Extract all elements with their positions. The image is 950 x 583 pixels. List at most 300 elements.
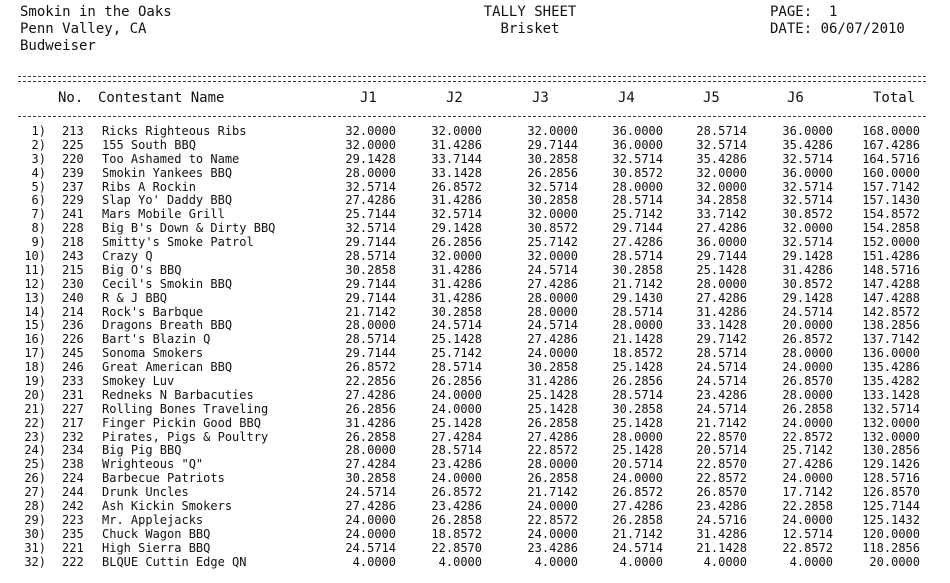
total-score: 129.1426 (862, 457, 920, 472)
contestant-no: 241 (62, 207, 84, 222)
contestant-no: 229 (62, 193, 84, 208)
j5-score: 31.4286 (696, 526, 747, 541)
j3-score: 23.4286 (527, 540, 578, 555)
j5-score: 23.4286 (696, 387, 747, 402)
total-score: 120.0000 (862, 526, 920, 541)
total-score: 132.5714 (862, 401, 920, 416)
contestant-name: Pirates, Pigs & Poultry (102, 429, 269, 444)
contestant-no: 223 (62, 512, 84, 527)
sheet-title: TALLY SHEET (483, 4, 577, 20)
contestant-no: 214 (62, 304, 84, 319)
j5-score: 24.5714 (696, 360, 747, 375)
j5-score: 36.0000 (696, 235, 747, 250)
j5-score: 28.0000 (696, 276, 747, 291)
contestant-name: Dragons Breath BBQ (102, 318, 233, 333)
j5-score: 29.7144 (696, 249, 747, 264)
j1-score: 24.5714 (345, 540, 396, 555)
j3-score: 28.0000 (527, 290, 578, 305)
contestant-no: 235 (62, 526, 84, 541)
j3-score: 24.0000 (527, 499, 578, 514)
table-row (0, 125, 950, 139)
table-row (0, 194, 950, 208)
total-score: 164.5716 (862, 151, 920, 166)
j5-score: 31.4286 (696, 304, 747, 319)
j1-score: 28.5714 (345, 249, 396, 264)
j6-score: 25.7142 (782, 443, 833, 458)
j3-score: 22.8572 (527, 512, 578, 527)
page-number: PAGE: 1 (770, 4, 838, 20)
j4-score: 21.7142 (612, 276, 663, 291)
table-row (0, 264, 950, 278)
contestant-no: 215 (62, 262, 84, 277)
contestant-name: Smokin Yankees BBQ (102, 165, 233, 180)
rank: 22) (24, 415, 46, 430)
total-score: 132.0000 (862, 415, 920, 430)
j6-score: 30.8572 (782, 207, 833, 222)
contestant-name: Crazy Q (102, 249, 153, 264)
rank: 7) (31, 207, 46, 222)
table-row (0, 542, 950, 556)
total-score: 138.2856 (862, 318, 920, 333)
j6-score: 29.1428 (782, 249, 833, 264)
j4-score: 4.0000 (619, 554, 663, 569)
total-score: 136.0000 (862, 346, 920, 361)
table-row (0, 153, 950, 167)
contestant-no: 232 (62, 429, 84, 444)
contestant-no: 213 (62, 124, 84, 138)
total-score: 125.1432 (862, 512, 920, 527)
contestant-no: 236 (62, 318, 84, 333)
j1-score: 32.5714 (345, 179, 396, 194)
category-name: Brisket (500, 21, 560, 37)
j3-score: 26.2858 (527, 471, 578, 486)
j6-score: 32.5714 (782, 193, 833, 208)
col-contestant-name: Contestant Name (98, 90, 225, 106)
j6-score: 26.2858 (782, 401, 833, 416)
rank: 18) (24, 360, 46, 375)
total-score: 154.2858 (862, 221, 920, 236)
j5-score: 21.1428 (696, 540, 747, 555)
rank: 26) (24, 471, 46, 486)
contestant-name: Mr. Applejacks (102, 512, 204, 527)
j5-score: 32.0000 (696, 179, 747, 194)
rank: 25) (24, 457, 46, 472)
j6-score: 24.0000 (782, 360, 833, 375)
contestant-no: 239 (62, 165, 84, 180)
j3-score: 32.0000 (527, 249, 578, 264)
contestant-name: Big B's Down & Dirty BBQ (102, 221, 276, 236)
j3-score: 28.0000 (527, 304, 578, 319)
total-score: 160.0000 (862, 165, 920, 180)
contestant-name: Ricks Righteous Ribs (102, 124, 247, 138)
j1-score: 28.5714 (345, 332, 396, 347)
contestant-name: Smitty's Smoke Patrol (102, 235, 254, 250)
total-score: 125.7144 (862, 499, 920, 514)
rank: 1) (31, 124, 46, 138)
j1-score: 27.4286 (345, 193, 396, 208)
contestant-no: 231 (62, 387, 84, 402)
contestant-name: Barbecue Patriots (102, 471, 225, 486)
j5-score: 22.8572 (696, 471, 747, 486)
total-score: 148.5716 (862, 262, 920, 277)
j6-score: 24.5714 (782, 304, 833, 319)
j1-score: 26.8572 (345, 360, 396, 375)
j3-score: 24.0000 (527, 346, 578, 361)
rank: 16) (24, 332, 46, 347)
j2-score: 31.4286 (431, 262, 482, 277)
j3-score: 27.4286 (527, 332, 578, 347)
sheet-date: DATE: 06/07/2010 (770, 21, 905, 37)
j4-score: 30.2858 (612, 401, 663, 416)
col-no: No. (58, 90, 84, 106)
table-row (0, 417, 950, 431)
j1-score: 21.7142 (345, 304, 396, 319)
contestant-no: 242 (62, 499, 84, 514)
table-row (0, 181, 950, 195)
j3-score: 25.7142 (527, 235, 578, 250)
col-j5: J5 (703, 90, 720, 106)
divider (18, 81, 926, 82)
j5-score: 24.5714 (696, 374, 747, 389)
contestant-name: 155 South BBQ (102, 137, 196, 152)
j2-score: 26.8572 (431, 485, 482, 500)
j6-score: 20.0000 (782, 318, 833, 333)
j2-score: 22.8570 (431, 540, 482, 555)
contestant-name: R & J BBQ (102, 290, 168, 305)
contestant-name: Smokey Luv (102, 374, 175, 389)
j3-score: 25.1428 (527, 401, 578, 416)
j5-score: 28.5714 (696, 124, 747, 138)
j1-score: 26.2856 (345, 401, 396, 416)
j1-score: 31.4286 (345, 415, 396, 430)
j3-score: 28.0000 (527, 457, 578, 472)
j6-score: 17.7142 (782, 485, 833, 500)
j3-score: 24.0000 (527, 526, 578, 541)
j2-score: 24.0000 (431, 471, 482, 486)
j6-score: 12.5714 (782, 526, 833, 541)
j4-score: 28.5714 (612, 304, 663, 319)
contestant-no: 243 (62, 249, 84, 264)
j5-score: 29.7142 (696, 332, 747, 347)
j6-score: 32.5714 (782, 179, 833, 194)
j4-score: 24.0000 (612, 471, 663, 486)
total-score: 126.8570 (862, 485, 920, 500)
j3-score: 24.5714 (527, 262, 578, 277)
j6-score: 24.0000 (782, 471, 833, 486)
rank: 27) (24, 485, 46, 500)
j5-score: 24.5716 (696, 512, 747, 527)
contestant-no: 221 (62, 540, 84, 555)
contestant-no: 217 (62, 415, 84, 430)
rank: 12) (24, 276, 46, 291)
contestant-name: Big Pig BBQ (102, 443, 182, 458)
j6-score: 24.0000 (782, 415, 833, 430)
table-row (0, 236, 950, 250)
contestant-no: 240 (62, 290, 84, 305)
j4-score: 25.1428 (612, 415, 663, 430)
total-score: 167.4286 (862, 137, 920, 152)
j2-score: 33.7144 (431, 151, 482, 166)
j4-score: 29.1430 (612, 290, 663, 305)
j5-score: 26.8570 (696, 485, 747, 500)
j3-score: 22.8572 (527, 443, 578, 458)
page-info (770, 4, 905, 38)
j5-score: 22.8570 (696, 429, 747, 444)
j6-score: 32.0000 (782, 221, 833, 236)
j5-score: 35.4286 (696, 151, 747, 166)
j2-score: 26.8572 (431, 179, 482, 194)
j5-score: 34.2858 (696, 193, 747, 208)
contestant-no: 245 (62, 346, 84, 361)
col-j2: J2 (446, 90, 463, 106)
contestant-no: 224 (62, 471, 84, 486)
j1-score: 26.2858 (345, 429, 396, 444)
j3-score: 27.4286 (527, 276, 578, 291)
j6-score: 28.0000 (782, 346, 833, 361)
table-row (0, 292, 950, 306)
table-row (0, 458, 950, 472)
j6-score: 22.8572 (782, 429, 833, 444)
j2-score: 31.4286 (431, 290, 482, 305)
contestant-no: 244 (62, 485, 84, 500)
j2-score: 26.2856 (431, 374, 482, 389)
j4-score: 28.5714 (612, 193, 663, 208)
j6-score: 27.4286 (782, 457, 833, 472)
j4-score: 25.1428 (612, 443, 663, 458)
j6-score: 24.0000 (782, 512, 833, 527)
total-score: 135.4282 (862, 374, 920, 389)
table-row (0, 403, 950, 417)
rank: 10) (24, 249, 46, 264)
j5-score: 28.5714 (696, 346, 747, 361)
rank: 24) (24, 443, 46, 458)
j2-score: 32.0000 (431, 124, 482, 138)
j1-score: 30.2858 (345, 471, 396, 486)
j3-score: 31.4286 (527, 374, 578, 389)
j3-score: 30.2858 (527, 151, 578, 166)
j2-score: 24.5714 (431, 318, 482, 333)
rank: 15) (24, 318, 46, 333)
contestant-name: High Sierra BBQ (102, 540, 211, 555)
j4-score: 26.8572 (612, 485, 663, 500)
j3-score: 30.2858 (527, 193, 578, 208)
j3-score: 4.0000 (534, 554, 578, 569)
contestant-name: Wrighteous "Q" (102, 457, 204, 472)
j5-score: 33.1428 (696, 318, 747, 333)
j6-score: 30.8572 (782, 276, 833, 291)
rank: 19) (24, 374, 46, 389)
total-score: 118.2856 (862, 540, 920, 555)
table-row (0, 486, 950, 500)
j4-score: 30.2858 (612, 262, 663, 277)
contestant-name: BLQUE Cuttin Edge QN (102, 554, 247, 569)
j3-score: 26.2858 (527, 415, 578, 430)
j5-score: 27.4286 (696, 290, 747, 305)
column-header-row (0, 90, 950, 108)
contestant-no: 246 (62, 360, 84, 375)
col-j1: J1 (360, 90, 377, 106)
j2-score: 31.4286 (431, 137, 482, 152)
event-name: Smokin in the Oaks (20, 4, 172, 20)
rank: 32) (24, 554, 46, 569)
j1-score: 29.7144 (345, 235, 396, 250)
j1-score: 22.2856 (345, 374, 396, 389)
j2-score: 4.0000 (438, 554, 482, 569)
contestant-no: 238 (62, 457, 84, 472)
j3-score: 25.1428 (527, 387, 578, 402)
j5-score: 20.5714 (696, 443, 747, 458)
j4-score: 36.0000 (612, 124, 663, 138)
j3-score: 30.8572 (527, 221, 578, 236)
col-j4: J4 (618, 90, 635, 106)
total-score: 147.4288 (862, 276, 920, 291)
total-score: 133.1428 (862, 387, 920, 402)
contestant-name: Chuck Wagon BBQ (102, 526, 211, 541)
j4-score: 28.0000 (612, 318, 663, 333)
rank: 31) (24, 540, 46, 555)
contestant-no: 220 (62, 151, 84, 166)
rank: 3) (31, 151, 46, 166)
rank: 17) (24, 346, 46, 361)
j4-score: 26.2856 (612, 374, 663, 389)
col-j6: J6 (787, 90, 804, 106)
j1-score: 27.4284 (345, 457, 396, 472)
table-row (0, 278, 950, 292)
rank: 4) (31, 165, 46, 180)
divider (18, 116, 926, 117)
contestant-name: Finger Pickin Good BBQ (102, 415, 261, 430)
table-row (0, 375, 950, 389)
j3-score: 27.4286 (527, 429, 578, 444)
j2-score: 26.2856 (431, 235, 482, 250)
event-sponsor: Budweiser (20, 38, 96, 54)
contestant-name: Big O's BBQ (102, 262, 182, 277)
total-score: 152.0000 (862, 235, 920, 250)
j1-score: 29.7144 (345, 290, 396, 305)
col-total: Total (873, 90, 916, 106)
col-j3: J3 (532, 90, 549, 106)
j1-score: 32.0000 (345, 124, 396, 138)
j2-score: 25.7142 (431, 346, 482, 361)
rank: 9) (31, 235, 46, 250)
j6-score: 32.5714 (782, 235, 833, 250)
j3-score: 29.7144 (527, 137, 578, 152)
contestant-name: Rock's Barbque (102, 304, 204, 319)
contestant-name: Redneks N Barbacuties (102, 387, 254, 402)
table-row (0, 333, 950, 347)
contestant-name: Great American BBQ (102, 360, 233, 375)
total-score: 135.4286 (862, 360, 920, 375)
j2-score: 31.4286 (431, 276, 482, 291)
rank: 8) (31, 221, 46, 236)
j4-score: 26.2858 (612, 512, 663, 527)
j2-score: 30.2858 (431, 304, 482, 319)
j3-score: 32.5714 (527, 179, 578, 194)
j1-score: 24.5714 (345, 485, 396, 500)
j1-score: 29.1428 (345, 151, 396, 166)
j1-score: 32.5714 (345, 221, 396, 236)
j2-score: 24.0000 (431, 401, 482, 416)
contestant-name: Rolling Bones Traveling (102, 401, 269, 416)
total-score: 157.1430 (862, 193, 920, 208)
j4-score: 27.4286 (612, 499, 663, 514)
j6-score: 36.0000 (782, 124, 833, 138)
contestant-name: Drunk Uncles (102, 485, 189, 500)
j5-score: 24.5714 (696, 401, 747, 416)
total-score: 20.0000 (869, 554, 920, 569)
j1-score: 28.0000 (345, 165, 396, 180)
total-score: 142.8572 (862, 304, 920, 319)
contestant-no: 228 (62, 221, 84, 236)
j5-score: 22.8570 (696, 457, 747, 472)
j6-score: 28.0000 (782, 387, 833, 402)
rank: 23) (24, 429, 46, 444)
j5-score: 27.4286 (696, 221, 747, 236)
j1-score: 29.7144 (345, 346, 396, 361)
j4-score: 21.7142 (612, 526, 663, 541)
j1-score: 27.4286 (345, 499, 396, 514)
contestant-no: 230 (62, 276, 84, 291)
total-score: 132.0000 (862, 429, 920, 444)
table-row (0, 431, 950, 445)
j1-score: 28.0000 (345, 443, 396, 458)
j5-score: 21.7142 (696, 415, 747, 430)
j3-score: 32.0000 (527, 207, 578, 222)
total-score: 128.5716 (862, 471, 920, 486)
j4-score: 28.5714 (612, 249, 663, 264)
j1-score: 30.2858 (345, 262, 396, 277)
j2-score: 26.2858 (431, 512, 482, 527)
j3-score: 30.2858 (527, 360, 578, 375)
j2-score: 25.1428 (431, 332, 482, 347)
j5-score: 23.4286 (696, 499, 747, 514)
j2-score: 32.5714 (431, 207, 482, 222)
contestant-no: 222 (62, 554, 84, 569)
rank: 11) (24, 262, 46, 277)
contestant-name: Mars Mobile Grill (102, 207, 225, 222)
table-row (0, 306, 950, 320)
j4-score: 18.8572 (612, 346, 663, 361)
divider (18, 76, 926, 77)
j1-score: 24.0000 (345, 512, 396, 527)
j2-score: 28.5714 (431, 443, 482, 458)
table-row (0, 389, 950, 403)
j6-score: 32.5714 (782, 151, 833, 166)
j1-score: 25.7144 (345, 207, 396, 222)
rank: 5) (31, 179, 46, 194)
contestant-no: 218 (62, 235, 84, 250)
j4-score: 21.1428 (612, 332, 663, 347)
j2-score: 23.4286 (431, 457, 482, 472)
table-row (0, 250, 950, 264)
j2-score: 25.1428 (431, 415, 482, 430)
contestant-no: 233 (62, 374, 84, 389)
j4-score: 28.5714 (612, 387, 663, 402)
j5-score: 25.1428 (696, 262, 747, 277)
j2-score: 23.4286 (431, 499, 482, 514)
j2-score: 31.4286 (431, 193, 482, 208)
j6-score: 22.8572 (782, 540, 833, 555)
table-row (0, 444, 950, 458)
j2-score: 24.0000 (431, 387, 482, 402)
contestant-no: 234 (62, 443, 84, 458)
contestant-no: 225 (62, 137, 84, 152)
j5-score: 32.0000 (696, 165, 747, 180)
j4-score: 20.5714 (612, 457, 663, 472)
j1-score: 28.0000 (345, 318, 396, 333)
total-score: 154.8572 (862, 207, 920, 222)
j5-score: 32.5714 (696, 137, 747, 152)
